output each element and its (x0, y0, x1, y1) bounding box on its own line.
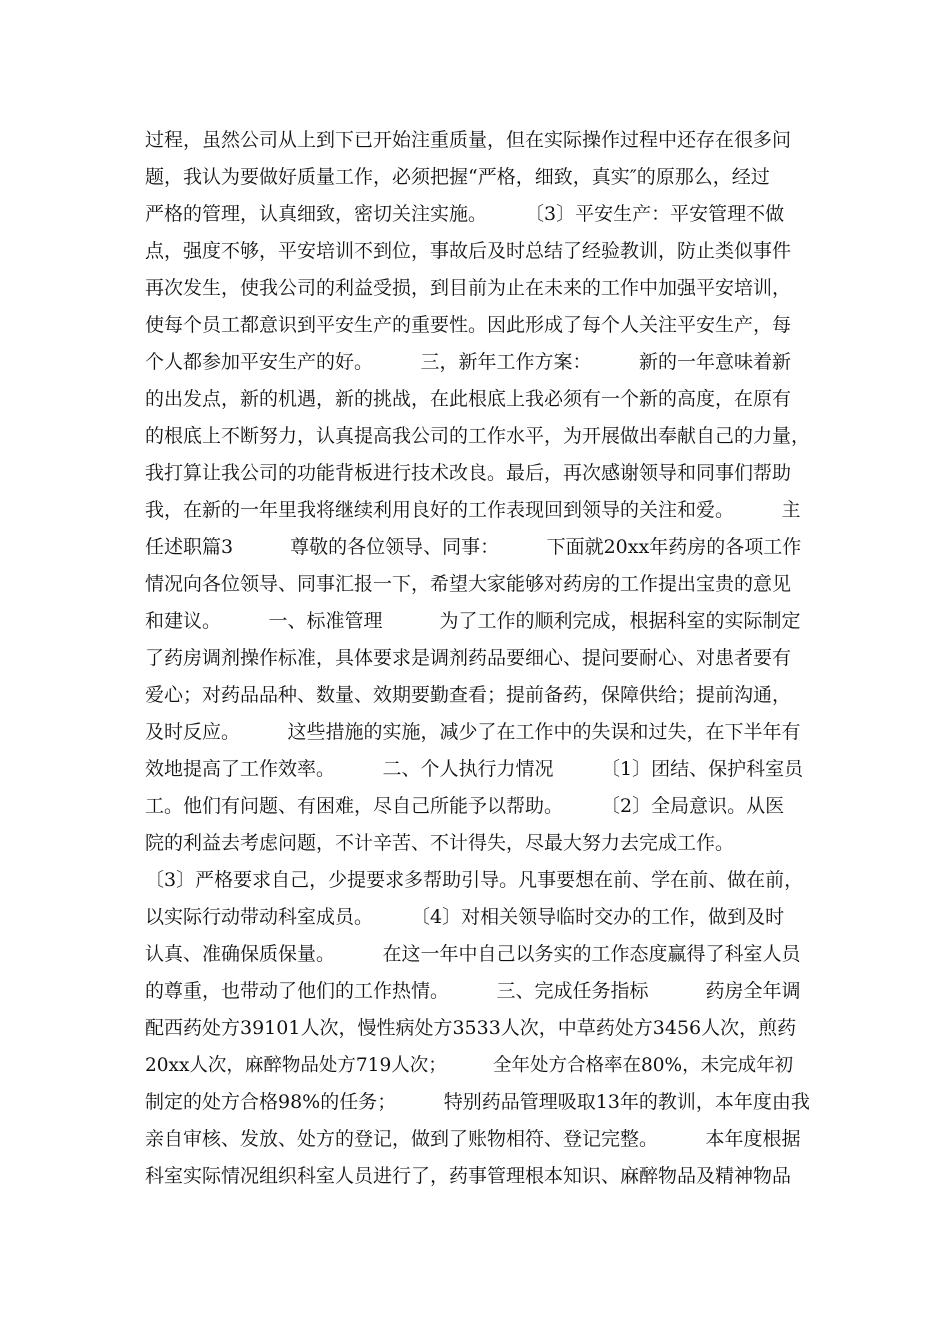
body-text (145, 122, 810, 1195)
text-line: 再次发生，使我公司的利益受损，到目前为止在未来的工作中加强平安培训， (145, 277, 792, 299)
text-line: 了药房调剂操作标准，具体要求是调剂药品要细心、提问要耐心、对患者要有 (145, 647, 792, 669)
text-line: 情况向各位领导、同事汇报一下，希望大家能够对药房的工作提出宝贵的意见 (145, 573, 792, 595)
text-line: 我打算让我公司的功能背板进行技术改良。最后，再次感谢领导和同事们帮助 (145, 462, 792, 484)
text-line: 认真、准确保质保量。 在这一年中自己以务实的工作态度赢得了科室人员 (145, 943, 801, 965)
text-line: 和建议。 一、标准管理 为了工作的顺利完成，根据科室的实际制定 (145, 610, 801, 632)
text-line: 个人都参加平安生产的好。 三，新年工作方案： 新的一年意味着新 (145, 351, 792, 373)
text-line: 制定的处方合格98%的任务； 特别药品管理吸取13年的教训，本年度由我 (145, 1091, 810, 1113)
text-line: 爱心；对药品品种、数量、效期要勤查看；提前备药，保障供给；提前沟通， (145, 684, 792, 706)
text-line: 的尊重，也带动了他们的工作热情。 三、完成任务指标 药房全年调 (145, 980, 801, 1002)
text-line: 及时反应。 这些措施的实施，减少了在工作中的失误和过失，在下半年有 (145, 721, 801, 743)
text-line: 题，我认为要做好质量工作，必须把握“严格，细致，真实″的原那么，经过 (145, 166, 770, 188)
text-line: 20xx人次，麻醉物品处方719人次； 全年处方合格率在80%，未完成年初 (145, 1055, 794, 1076)
text-line: 科室实际情况组织科室人员进行了，药事管理根本知识、麻醉物品及精神物品 (145, 1165, 792, 1187)
text-line: 〔3〕严格要求自己，少提要求多帮助引导。凡事要想在前、学在前、做在前， (145, 869, 804, 891)
text-line: 使每个员工都意识到平安生产的重要性。因此形成了每个人关注平安生产，每 (145, 314, 792, 336)
text-line: 院的利益去考虑问题，不计辛苦、不计得失，尽最大努力去完成工作。 (145, 832, 735, 854)
text-line: 点，强度不够，平安培训不到位，事故后及时总结了经验教训，防止类似事件 (145, 240, 792, 262)
text-line: 的根底上不断努力，认真提高我公司的工作水平，为开展做出奉献自己的力量， (145, 425, 811, 447)
text-line: 的出发点，新的机遇，新的挑战，在此根底上我必须有一个新的高度，在原有 (145, 388, 792, 410)
text-line: 配西药处方39101人次，慢性病处方3533人次，中草药处方3456人次，煎药 (145, 1017, 797, 1039)
text-line: 我，在新的一年里我将继续利用良好的工作表现回到领导的关注和爱。 主 (145, 499, 801, 521)
text-line: 效地提高了工作效率。 二、个人执行力情况 〔1〕团结、保护科室员 (145, 758, 804, 780)
text-line: 以实际行动带动科室成员。 〔4〕对相关领导临时交办的工作，做到及时 (145, 906, 785, 928)
text-line: 过程，虽然公司从上到下已开始注重质量，但在实际操作过程中还存在很多问 (145, 129, 792, 151)
text-line: 亲自审核、发放、处方的登记，做到了账物相符、登记完整。 本年度根据 (145, 1128, 801, 1150)
text-line: 任述职篇3 尊敬的各位领导、同事： 下面就20xx年药房的各项工作 (145, 536, 802, 558)
text-line: 工。他们有问题、有困难，尽自己所能予以帮助。 〔2〕全局意识。从医 (145, 795, 785, 817)
text-line: 严格的管理，认真细致，密切关注实施。 〔3〕平安生产：平安管理不做 (145, 203, 785, 225)
